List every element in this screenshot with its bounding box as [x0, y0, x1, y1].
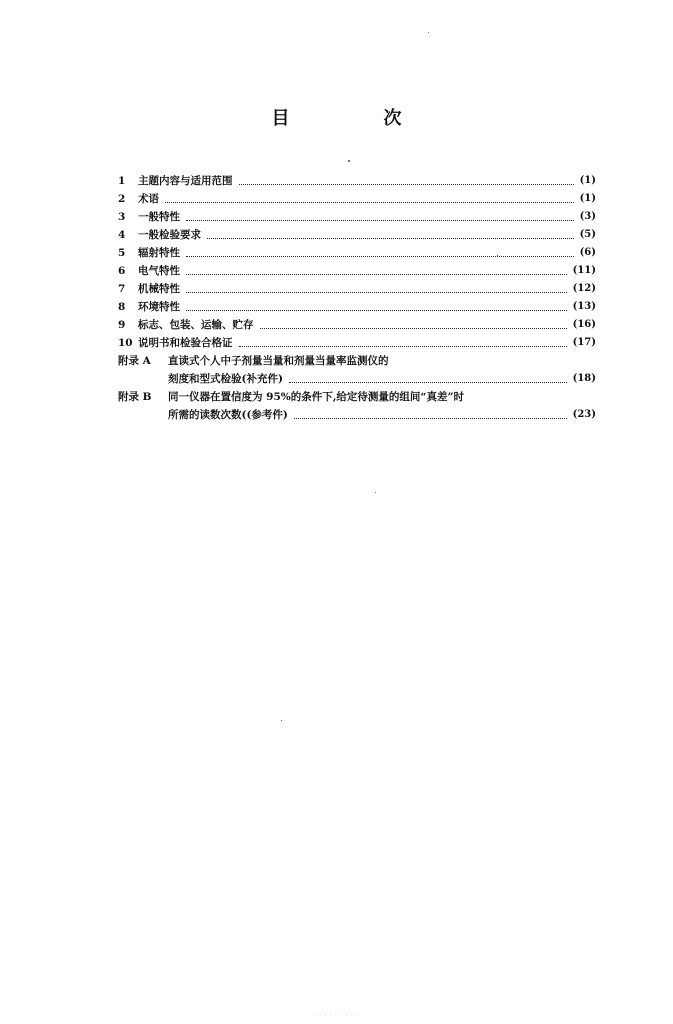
table-of-contents: [118, 172, 596, 424]
toc-entry-page: (12): [572, 283, 596, 294]
scan-speck: [375, 492, 376, 493]
toc-entry-page: (1): [579, 193, 596, 204]
toc-entry: [118, 370, 596, 388]
toc-dot-leader: [186, 291, 567, 293]
appendix-title-line2: 所需的读数次数((参考件): [168, 409, 288, 421]
toc-dot-leader: [207, 237, 574, 239]
page-title: 目 次: [271, 108, 440, 129]
toc-entry-title: 主题内容与适用范围: [138, 175, 233, 187]
toc-entry-number: 8: [118, 301, 126, 313]
toc-entry-number: 9: [118, 319, 126, 331]
toc-entry: [118, 190, 596, 208]
toc-appendix-heading: [118, 352, 596, 370]
toc-entry-number: 5: [118, 247, 126, 259]
toc-entry-title: 辐射特性: [138, 247, 180, 259]
toc-entry-title: 标志、包装、运输、贮存: [138, 319, 254, 331]
toc-entry: [118, 262, 596, 280]
toc-dot-leader: [186, 273, 567, 275]
toc-dot-leader: [186, 219, 574, 221]
scan-footer-mark: · · · · · · · · ·: [314, 1012, 359, 1018]
toc-entry-page: (23): [572, 409, 596, 420]
toc-entry: [118, 172, 596, 190]
toc-entry-page: (1): [579, 175, 596, 186]
toc-entry-page: (17): [572, 337, 596, 348]
toc-dot-leader: [239, 183, 574, 185]
appendix-title-line1: 直读式个人中子剂量当量和剂量当量率监测仪的: [168, 355, 389, 367]
scan-speck: [497, 255, 498, 256]
toc-entry-title: 说明书和检验合格证: [138, 337, 233, 349]
toc-appendix-heading: [118, 388, 596, 406]
toc-entry-number: 1: [118, 175, 126, 187]
scan-speck: [348, 160, 350, 162]
toc-entry-title: 一般检验要求: [138, 229, 201, 241]
appendix-number: 附录 B: [118, 391, 152, 403]
toc-entry: [118, 334, 596, 352]
scan-speck: [428, 32, 429, 33]
toc-entry-page: (5): [579, 229, 596, 240]
toc-dot-leader: [294, 417, 567, 419]
toc-entry: [118, 244, 596, 262]
toc-dot-leader: [165, 201, 574, 203]
toc-entry: [118, 298, 596, 316]
toc-entry-title: 术语: [138, 193, 159, 205]
toc-entry-number: 2: [118, 193, 126, 205]
toc-entry-page: (13): [572, 301, 596, 312]
toc-entry-number: 4: [118, 229, 126, 241]
toc-entry-page: (11): [572, 265, 596, 276]
toc-entry-page: (18): [572, 373, 596, 384]
toc-entry-title: 电气特性: [138, 265, 180, 277]
toc-entry-number: 3: [118, 211, 126, 223]
toc-entry-page: (3): [579, 211, 596, 222]
toc-entry: [118, 208, 596, 226]
toc-entry: [118, 406, 596, 424]
toc-entry-title: 环境特性: [138, 301, 180, 313]
toc-dot-leader: [186, 309, 567, 311]
appendix-title-line1: 同一仪器在置信度为 95%的条件下,给定待测量的组间“真差”时: [168, 391, 464, 403]
scan-speck: [281, 720, 282, 721]
toc-entry: [118, 316, 596, 334]
toc-dot-leader: [289, 381, 567, 383]
toc-entry-number: 7: [118, 283, 126, 295]
toc-entry-page: (16): [572, 319, 596, 330]
toc-dot-leader: [260, 327, 567, 329]
toc-dot-leader: [239, 345, 567, 347]
toc-entry-title: 机械特性: [138, 283, 180, 295]
appendix-title-line2: 刻度和型式检验(补充件): [168, 373, 283, 385]
toc-entry-number: 10: [118, 337, 133, 349]
toc-entry: [118, 226, 596, 244]
toc-dot-leader: [186, 255, 574, 257]
toc-entry-title: 一般特性: [138, 211, 180, 223]
toc-entry: [118, 280, 596, 298]
toc-entry-number: 6: [118, 265, 126, 277]
appendix-number: 附录 A: [118, 355, 151, 367]
toc-entry-page: (6): [579, 247, 596, 258]
